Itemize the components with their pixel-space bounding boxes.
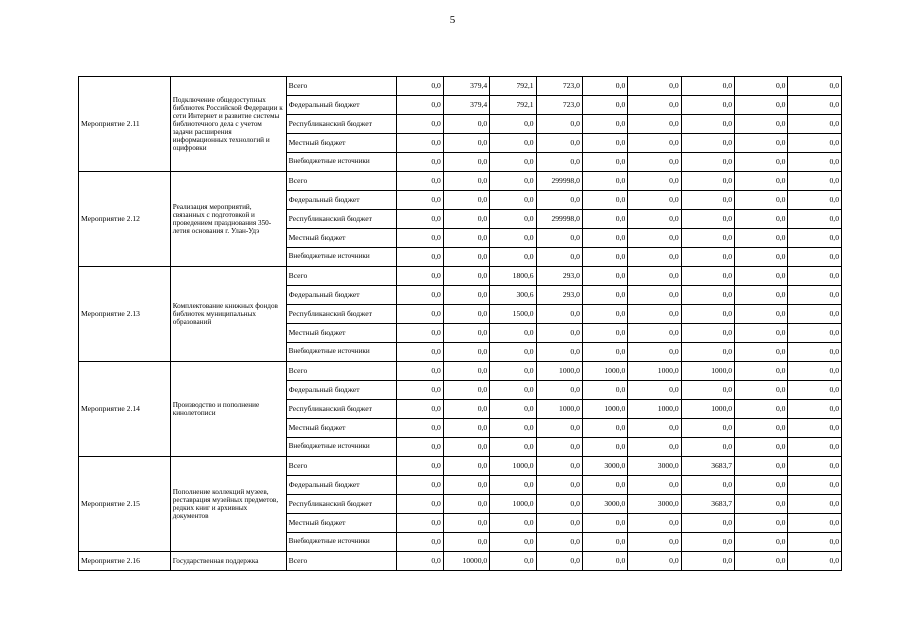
amount-cell: 0,0 [681,381,734,400]
amount-cell: 0,0 [490,552,536,571]
amount-cell: 0,0 [788,248,842,267]
amount-cell: 0,0 [681,343,734,362]
amount-cell: 0,0 [397,191,443,210]
funding-source: Внебюджетные источники [286,248,397,267]
amount-cell: 0,0 [582,134,627,153]
amount-cell: 1000,0 [582,400,627,419]
amount-cell: 379,4 [443,96,489,115]
amount-cell: 0,0 [735,305,788,324]
amount-cell: 1000,0 [628,400,681,419]
amount-cell: 0,0 [443,419,489,438]
amount-cell: 0,0 [681,191,734,210]
amount-cell: 0,0 [443,533,489,552]
amount-cell: 0,0 [490,533,536,552]
amount-cell: 0,0 [628,476,681,495]
amount-cell: 0,0 [735,457,788,476]
amount-cell: 0,0 [582,343,627,362]
amount-cell: 0,0 [788,77,842,96]
amount-cell: 0,0 [735,324,788,343]
amount-cell: 0,0 [443,324,489,343]
amount-cell: 0,0 [735,400,788,419]
amount-cell: 0,0 [536,457,582,476]
amount-cell: 1000,0 [628,362,681,381]
amount-cell: 0,0 [628,305,681,324]
activity-name: Мероприятие 2.16 [79,552,171,571]
amount-cell: 0,0 [536,438,582,457]
amount-cell: 0,0 [443,343,489,362]
amount-cell: 0,0 [397,381,443,400]
amount-cell: 0,0 [490,115,536,134]
amount-cell: 0,0 [536,514,582,533]
amount-cell: 0,0 [628,381,681,400]
amount-cell: 0,0 [490,438,536,457]
funding-source: Местный бюджет [286,324,397,343]
amount-cell: 0,0 [443,267,489,286]
amount-cell: 0,0 [443,438,489,457]
amount-cell: 0,0 [397,343,443,362]
amount-cell: 0,0 [735,191,788,210]
amount-cell: 0,0 [735,495,788,514]
amount-cell: 0,0 [628,115,681,134]
amount-cell: 0,0 [443,457,489,476]
amount-cell: 0,0 [490,229,536,248]
amount-cell: 0,0 [443,305,489,324]
amount-cell: 0,0 [788,533,842,552]
amount-cell: 0,0 [681,77,734,96]
amount-cell: 0,0 [582,533,627,552]
amount-cell: 0,0 [681,286,734,305]
amount-cell: 1000,0 [490,495,536,514]
amount-cell: 0,0 [788,438,842,457]
amount-cell: 0,0 [490,172,536,191]
amount-cell: 0,0 [443,191,489,210]
funding-source: Всего [286,267,397,286]
activity-description: Комплектование книжных фондов библиотек муниципальных образований [170,267,286,362]
amount-cell: 0,0 [443,286,489,305]
amount-cell: 0,0 [490,476,536,495]
amount-cell: 0,0 [735,552,788,571]
amount-cell: 0,0 [788,115,842,134]
amount-cell: 0,0 [628,96,681,115]
amount-cell: 0,0 [397,324,443,343]
amount-cell: 0,0 [490,419,536,438]
activity-description: Пополнение коллекций музеев, реставрация музейных предметов, редких книг и архивных документов [170,457,286,552]
amount-cell: 3000,0 [628,495,681,514]
amount-cell: 0,0 [788,457,842,476]
amount-cell: 1000,0 [536,400,582,419]
amount-cell: 0,0 [681,552,734,571]
amount-cell: 0,0 [788,400,842,419]
amount-cell: 0,0 [397,210,443,229]
amount-cell: 0,0 [397,134,443,153]
funding-source: Местный бюджет [286,134,397,153]
funding-source: Федеральный бюджет [286,476,397,495]
activity-description: Производство и пополнение кинолетописи [170,362,286,457]
amount-cell: 0,0 [788,96,842,115]
amount-cell: 723,0 [536,77,582,96]
amount-cell: 0,0 [397,172,443,191]
activity-description: Подключение общедоступных библиотек Российской Федерации к сети Интернет и развитие системы библиотечного дела с учетом задачи расширения информационных технологий и оцифровки [170,77,286,172]
amount-cell: 0,0 [582,476,627,495]
amount-cell: 0,0 [681,96,734,115]
amount-cell: 0,0 [681,324,734,343]
funding-source: Местный бюджет [286,229,397,248]
amount-cell: 0,0 [490,400,536,419]
funding-source: Федеральный бюджет [286,286,397,305]
amount-cell: 0,0 [788,305,842,324]
amount-cell: 0,0 [681,210,734,229]
funding-source: Внебюджетные источники [286,153,397,172]
amount-cell: 0,0 [536,191,582,210]
amount-cell: 0,0 [443,172,489,191]
amount-cell: 723,0 [536,96,582,115]
amount-cell: 0,0 [628,514,681,533]
amount-cell: 0,0 [536,476,582,495]
amount-cell: 0,0 [397,419,443,438]
amount-cell: 0,0 [397,476,443,495]
amount-cell: 3000,0 [582,457,627,476]
amount-cell: 0,0 [681,115,734,134]
amount-cell: 0,0 [397,400,443,419]
amount-cell: 0,0 [628,210,681,229]
amount-cell: 0,0 [628,77,681,96]
amount-cell: 0,0 [443,248,489,267]
amount-cell: 0,0 [536,343,582,362]
amount-cell: 0,0 [628,267,681,286]
amount-cell: 0,0 [735,514,788,533]
amount-cell: 0,0 [536,552,582,571]
amount-cell: 0,0 [735,343,788,362]
amount-cell: 0,0 [536,153,582,172]
amount-cell: 1800,6 [490,267,536,286]
amount-cell: 0,0 [536,495,582,514]
amount-cell: 0,0 [397,77,443,96]
amount-cell: 0,0 [397,514,443,533]
amount-cell: 0,0 [788,362,842,381]
funding-source: Республиканский бюджет [286,210,397,229]
amount-cell: 0,0 [443,400,489,419]
amount-cell: 0,0 [681,134,734,153]
amount-cell: 0,0 [443,362,489,381]
amount-cell: 0,0 [397,552,443,571]
amount-cell: 0,0 [681,514,734,533]
funding-source: Всего [286,77,397,96]
amount-cell: 0,0 [788,172,842,191]
funding-source: Всего [286,457,397,476]
amount-cell: 792,1 [490,96,536,115]
amount-cell: 0,0 [628,552,681,571]
amount-cell: 0,0 [536,533,582,552]
amount-cell: 0,0 [536,229,582,248]
amount-cell: 0,0 [397,96,443,115]
amount-cell: 0,0 [628,153,681,172]
amount-cell: 0,0 [788,267,842,286]
amount-cell: 0,0 [788,381,842,400]
amount-cell: 0,0 [536,115,582,134]
amount-cell: 0,0 [582,324,627,343]
amount-cell: 0,0 [582,115,627,134]
amount-cell: 0,0 [490,134,536,153]
amount-cell: 0,0 [397,362,443,381]
amount-cell: 0,0 [681,419,734,438]
amount-cell: 0,0 [536,419,582,438]
funding-source: Внебюджетные источники [286,343,397,362]
amount-cell: 379,4 [443,77,489,96]
amount-cell: 0,0 [582,248,627,267]
amount-cell: 792,1 [490,77,536,96]
amount-cell: 0,0 [397,457,443,476]
table-row [79,172,842,191]
amount-cell: 0,0 [490,324,536,343]
amount-cell: 0,0 [443,134,489,153]
amount-cell: 0,0 [582,96,627,115]
amount-cell: 293,0 [536,267,582,286]
activity-description: Государственная поддержка [170,552,286,571]
amount-cell: 1500,0 [490,305,536,324]
amount-cell: 0,0 [681,267,734,286]
amount-cell: 0,0 [788,229,842,248]
amount-cell: 0,0 [788,495,842,514]
amount-cell: 0,0 [490,191,536,210]
amount-cell: 0,0 [582,286,627,305]
amount-cell: 0,0 [397,248,443,267]
amount-cell: 1000,0 [681,362,734,381]
amount-cell: 3683,7 [681,457,734,476]
amount-cell: 0,0 [628,248,681,267]
amount-cell: 0,0 [536,248,582,267]
amount-cell: 0,0 [628,134,681,153]
amount-cell: 0,0 [582,438,627,457]
amount-cell: 0,0 [628,229,681,248]
amount-cell: 299998,0 [536,210,582,229]
funding-source: Федеральный бюджет [286,191,397,210]
activity-name: Мероприятие 2.11 [79,77,171,172]
funding-source: Всего [286,172,397,191]
table-row [79,362,842,381]
amount-cell: 0,0 [490,514,536,533]
amount-cell: 0,0 [788,552,842,571]
amount-cell: 0,0 [443,381,489,400]
amount-cell: 299998,0 [536,172,582,191]
amount-cell: 3683,7 [681,495,734,514]
amount-cell: 0,0 [536,324,582,343]
funding-source: Республиканский бюджет [286,115,397,134]
amount-cell: 1000,0 [490,457,536,476]
amount-cell: 0,0 [735,96,788,115]
funding-source: Федеральный бюджет [286,381,397,400]
amount-cell: 0,0 [443,115,489,134]
amount-cell: 0,0 [582,267,627,286]
amount-cell: 0,0 [582,514,627,533]
amount-cell: 3000,0 [628,457,681,476]
amount-cell: 0,0 [735,476,788,495]
amount-cell: 0,0 [628,172,681,191]
amount-cell: 0,0 [735,381,788,400]
amount-cell: 0,0 [681,153,734,172]
funding-source: Всего [286,362,397,381]
funding-source: Местный бюджет [286,419,397,438]
amount-cell: 0,0 [443,153,489,172]
amount-cell: 0,0 [443,514,489,533]
funding-source: Федеральный бюджет [286,96,397,115]
amount-cell: 0,0 [536,134,582,153]
amount-cell: 300,6 [490,286,536,305]
amount-cell: 0,0 [788,286,842,305]
amount-cell: 0,0 [735,286,788,305]
amount-cell: 0,0 [582,210,627,229]
amount-cell: 0,0 [681,229,734,248]
amount-cell: 1000,0 [582,362,627,381]
amount-cell: 0,0 [788,324,842,343]
amount-cell: 0,0 [536,305,582,324]
amount-cell: 0,0 [490,210,536,229]
amount-cell: 0,0 [788,191,842,210]
activity-name: Мероприятие 2.13 [79,267,171,362]
amount-cell: 0,0 [628,191,681,210]
funding-source: Местный бюджет [286,514,397,533]
amount-cell: 1000,0 [536,362,582,381]
amount-cell: 0,0 [582,419,627,438]
table-row [79,457,842,476]
amount-cell: 3000,0 [582,495,627,514]
amount-cell: 0,0 [735,248,788,267]
amount-cell: 0,0 [582,191,627,210]
amount-cell: 0,0 [490,153,536,172]
amount-cell: 0,0 [397,115,443,134]
amount-cell: 0,0 [582,305,627,324]
funding-source: Внебюджетные источники [286,533,397,552]
amount-cell: 0,0 [735,172,788,191]
amount-cell: 0,0 [443,476,489,495]
table-row [79,552,842,571]
activity-name: Мероприятие 2.14 [79,362,171,457]
amount-cell: 0,0 [735,267,788,286]
activity-name: Мероприятие 2.15 [79,457,171,552]
funding-source: Всего [286,552,397,571]
amount-cell: 0,0 [681,533,734,552]
amount-cell: 10000,0 [443,552,489,571]
amount-cell: 0,0 [397,229,443,248]
amount-cell: 0,0 [490,362,536,381]
amount-cell: 0,0 [397,438,443,457]
amount-cell: 0,0 [582,153,627,172]
amount-cell: 0,0 [443,495,489,514]
amount-cell: 0,0 [788,210,842,229]
amount-cell: 0,0 [788,343,842,362]
funding-source: Республиканский бюджет [286,400,397,419]
table-row [79,77,842,96]
funding-source: Республиканский бюджет [286,495,397,514]
amount-cell: 0,0 [628,324,681,343]
amount-cell: 0,0 [788,134,842,153]
amount-cell: 0,0 [681,438,734,457]
amount-cell: 0,0 [490,248,536,267]
amount-cell: 0,0 [397,533,443,552]
amount-cell: 0,0 [735,134,788,153]
amount-cell: 0,0 [735,210,788,229]
amount-cell: 0,0 [582,172,627,191]
amount-cell: 0,0 [628,533,681,552]
amount-cell: 0,0 [582,381,627,400]
amount-cell: 0,0 [490,343,536,362]
funding-source: Внебюджетные источники [286,438,397,457]
page-number: 5 [449,14,456,26]
amount-cell: 0,0 [397,305,443,324]
amount-cell: 0,0 [788,476,842,495]
amount-cell: 0,0 [443,229,489,248]
amount-cell: 0,0 [735,438,788,457]
amount-cell: 0,0 [628,419,681,438]
amount-cell: 0,0 [788,419,842,438]
amount-cell: 0,0 [443,210,489,229]
amount-cell: 0,0 [397,495,443,514]
amount-cell: 0,0 [735,362,788,381]
amount-cell: 293,0 [536,286,582,305]
amount-cell: 0,0 [397,153,443,172]
amount-cell: 0,0 [582,552,627,571]
activity-name: Мероприятие 2.12 [79,172,171,267]
table-row [79,267,842,286]
amount-cell: 0,0 [735,419,788,438]
activity-description: Реализация мероприятий, связанных с подготовкой и проведением празднования 350-летия основания г. Улан-Удэ [170,172,286,267]
amount-cell: 0,0 [788,514,842,533]
amount-cell: 0,0 [397,267,443,286]
amount-cell: 0,0 [681,248,734,267]
amount-cell: 0,0 [788,153,842,172]
funding-source: Республиканский бюджет [286,305,397,324]
amount-cell: 0,0 [582,77,627,96]
amount-cell: 0,0 [735,77,788,96]
amount-cell: 0,0 [681,305,734,324]
amount-cell: 0,0 [628,438,681,457]
amount-cell: 0,0 [735,533,788,552]
amount-cell: 0,0 [735,115,788,134]
budget-table-body [79,77,842,571]
amount-cell: 0,0 [735,229,788,248]
amount-cell: 0,0 [628,343,681,362]
amount-cell: 0,0 [397,286,443,305]
amount-cell: 1000,0 [681,400,734,419]
amount-cell: 0,0 [536,381,582,400]
amount-cell: 0,0 [490,381,536,400]
amount-cell: 0,0 [582,229,627,248]
amount-cell: 0,0 [681,172,734,191]
amount-cell: 0,0 [681,476,734,495]
amount-cell: 0,0 [735,153,788,172]
amount-cell: 0,0 [628,286,681,305]
budget-table [78,76,842,571]
